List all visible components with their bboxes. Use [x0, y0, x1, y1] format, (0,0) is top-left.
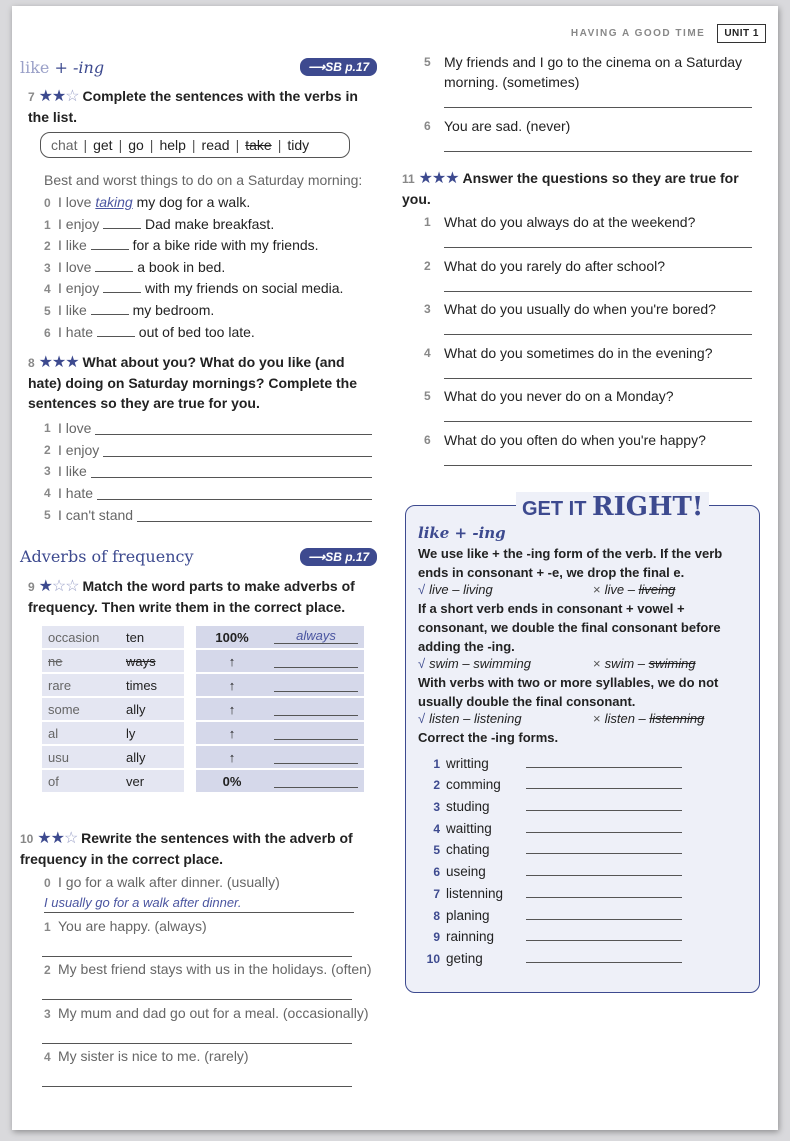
item-number: 3	[424, 302, 431, 316]
rule-3: With verbs with two or more syllables, we do not usually double the final consonant.	[418, 675, 719, 709]
word-separator: |	[83, 137, 88, 153]
instruction-text: What about you? What do you like (and hate) doing on Saturday mornings? Complete the sentences so they are true for you.	[28, 354, 358, 411]
difficulty-stars-icon: ★★★	[38, 354, 79, 371]
answer-line[interactable]	[444, 92, 752, 108]
table-gap	[184, 698, 196, 720]
correction-task: Correct the -ing forms.	[418, 730, 559, 745]
tick-icon: √	[418, 582, 426, 597]
answer-line[interactable]	[274, 750, 358, 764]
item-number: 4	[424, 345, 431, 360]
answer-blank[interactable]	[91, 238, 129, 250]
answer-line[interactable]	[526, 908, 682, 920]
item-text: I love	[58, 419, 92, 436]
answer-line[interactable]	[526, 864, 682, 876]
item-number: 1	[44, 420, 51, 435]
table-row	[42, 674, 364, 696]
word-option: help	[159, 137, 186, 153]
instruction-text: Answer the questions so they are true for you.	[402, 170, 739, 207]
word-separator: |	[149, 137, 154, 153]
misspelled-word: writting	[446, 755, 489, 771]
item-text: I enjoy	[58, 441, 100, 458]
answer-line[interactable]	[274, 774, 358, 788]
exercise-item	[424, 256, 754, 300]
table-row	[42, 626, 364, 648]
wrong-example: swiming	[648, 656, 696, 671]
answer-cell[interactable]	[268, 698, 364, 720]
item-prefix: I enjoy	[58, 215, 104, 232]
item-text: My sister is nice to me. (rarely)	[58, 1048, 249, 1064]
table-gap	[184, 746, 196, 768]
item-prompt	[424, 256, 754, 276]
answer-line[interactable]	[526, 799, 682, 811]
word-part-b: ally	[120, 698, 184, 720]
exercise-8-items	[44, 416, 372, 525]
answer-line[interactable]	[91, 464, 372, 478]
word-list-box	[40, 132, 350, 158]
answer-line[interactable]	[274, 678, 358, 692]
tick-icon: √	[418, 656, 426, 671]
word-part-a: of	[42, 770, 120, 792]
answer-line[interactable]	[444, 450, 752, 466]
item-number: 4	[433, 821, 440, 836]
sb-reference-badge[interactable]: ⟶SB p.17	[300, 58, 377, 76]
misspelled-word: chating	[446, 842, 490, 858]
exercise-11-instruction	[402, 168, 752, 209]
get-it-right-box	[405, 492, 760, 993]
word-part-b: ver	[120, 770, 184, 792]
item-number: 2	[44, 442, 51, 457]
answer-blank[interactable]	[103, 217, 141, 229]
get-it-right-title	[516, 492, 709, 522]
item-text: My friends and I go to the cinema on a Saturday morning. (sometimes)	[444, 54, 743, 90]
item-text: What do you often do when you're happy?	[444, 431, 706, 448]
word-option: read	[201, 137, 230, 153]
correct-example: listen – listening	[429, 711, 522, 726]
item-prompt	[44, 1046, 374, 1067]
table-gap	[184, 770, 196, 792]
difficulty-stars-icon: ★★★	[418, 170, 459, 187]
answer-cell[interactable]	[268, 674, 364, 696]
item-prefix: I love	[58, 258, 96, 275]
tick-icon: √	[418, 711, 426, 726]
instruction-text: Rewrite the sentences with the adverb of frequency in the correct place.	[20, 830, 353, 867]
table-row	[42, 698, 364, 720]
answer-line[interactable]	[444, 406, 752, 422]
correction-items	[418, 749, 752, 966]
item-suffix: my bedroom.	[128, 301, 215, 318]
item-number: 10	[426, 951, 440, 966]
section-title-like: like	[20, 58, 50, 77]
answer-line[interactable]	[103, 443, 372, 457]
exercise-item	[44, 1003, 374, 1047]
item-prompt	[44, 872, 374, 893]
item-number: 6	[424, 432, 431, 447]
answer-line[interactable]	[444, 319, 752, 335]
answer-line[interactable]	[444, 363, 752, 379]
answer-blank[interactable]	[97, 325, 135, 337]
exercise-item	[44, 322, 384, 344]
unit-badge: UNIT 1	[717, 24, 766, 43]
item-number: 6	[424, 119, 431, 133]
item-text: What do you rarely do after school?	[444, 257, 666, 274]
item-number: 4	[44, 1050, 51, 1064]
exercise-7-instruction	[28, 86, 378, 127]
correction-item	[418, 836, 752, 858]
word-separator: |	[277, 137, 282, 153]
word-option: tidy	[287, 137, 310, 153]
exercise-item	[424, 386, 754, 430]
frequency-scale: 0%	[196, 770, 268, 792]
word-part-a: ne	[42, 650, 120, 672]
answer-line[interactable]	[526, 929, 682, 941]
correction-item	[418, 771, 752, 793]
item-number: 3	[44, 260, 51, 275]
answer-line[interactable]	[42, 1069, 352, 1087]
frequency-scale: ↑	[196, 722, 268, 744]
item-number: 4	[44, 282, 51, 297]
item-prompt	[424, 430, 754, 450]
item-number: 1	[44, 217, 51, 232]
item-prefix: I love	[58, 194, 96, 210]
item-number: 2	[44, 963, 51, 977]
exercise-item	[424, 52, 754, 116]
wrong-example: listenning	[649, 711, 705, 726]
exercise-item	[44, 1046, 374, 1090]
misspelled-word: waitting	[446, 820, 492, 836]
exercise-item	[44, 300, 384, 322]
workbook-page	[12, 6, 778, 1130]
item-number: 5	[44, 303, 51, 318]
answer-cell[interactable]	[268, 746, 364, 768]
answer-line[interactable]: always	[274, 630, 358, 644]
word-option: take	[245, 137, 272, 153]
item-suffix: with my friends on social media.	[141, 280, 344, 297]
wrong-example-base: swim –	[604, 656, 649, 671]
word-option: chat	[51, 137, 78, 153]
item-text: I go for a walk after dinner. (usually)	[58, 874, 280, 890]
word-part-b: ally	[120, 746, 184, 768]
word-part-a: occasion	[42, 626, 120, 648]
item-number: 2	[433, 778, 440, 793]
exercise-item	[44, 959, 374, 1003]
exercise-10-continued	[424, 52, 754, 162]
misspelled-word: rainning	[446, 929, 495, 945]
item-suffix: my dog for a walk.	[132, 194, 251, 210]
item-text: I like	[58, 463, 87, 480]
item-suffix: a book in bed.	[133, 258, 226, 275]
item-prompt	[44, 959, 374, 980]
exercise-item	[44, 481, 372, 503]
get-it-right-content	[418, 524, 752, 966]
correction-item	[418, 814, 752, 836]
answer-cell[interactable]	[268, 722, 364, 744]
exercise-item	[44, 278, 384, 300]
answer-line[interactable]	[97, 486, 372, 500]
item-number: 6	[44, 325, 51, 340]
exercise-9-instruction	[28, 576, 378, 617]
word-parts-table	[42, 624, 364, 794]
exercise-item	[424, 299, 754, 343]
table-gap	[184, 626, 196, 648]
exercise-item	[44, 438, 372, 460]
answer-line[interactable]	[42, 982, 352, 1000]
cross-icon: ×	[593, 656, 601, 671]
item-prompt	[424, 343, 754, 363]
word-option: get	[93, 137, 113, 153]
frequency-scale: 100%	[196, 626, 268, 648]
exercise-number: 7	[28, 90, 35, 104]
wrong-example-base: live –	[604, 582, 639, 597]
section-title-ing: + -ing	[49, 58, 105, 77]
exercise-number: 9	[28, 580, 35, 594]
exercise-10-instruction	[20, 828, 380, 869]
exercise-8-instruction	[28, 352, 378, 413]
answer-line[interactable]	[95, 421, 372, 435]
item-prefix: I enjoy	[58, 280, 104, 297]
item-suffix: for a bike ride with my friends.	[128, 237, 319, 254]
item-number: 1	[433, 756, 440, 771]
correction-item	[418, 944, 752, 966]
item-prompt	[424, 52, 754, 92]
answer-blank[interactable]	[91, 303, 129, 315]
item-number: 4	[44, 486, 51, 501]
item-number: 1	[44, 919, 51, 934]
answer-cell[interactable]	[268, 770, 364, 792]
instruction-text: Complete the sentences with the verbs in the list.	[28, 88, 358, 125]
misspelled-word: studing	[446, 799, 490, 815]
word-separator: |	[118, 137, 123, 153]
item-prefix: I like	[58, 237, 91, 254]
item-number: 7	[433, 886, 440, 901]
item-number: 5	[433, 843, 440, 858]
frequency-scale: ↑	[196, 698, 268, 720]
rule-2: If a short verb ends in consonant + vowel + consonant, we double the final consonant before adding the -ing.	[418, 601, 721, 654]
difficulty-stars-icon: ★★☆	[38, 88, 79, 105]
answer-line[interactable]	[274, 726, 358, 740]
word-separator: |	[191, 137, 196, 153]
correction-item	[418, 901, 752, 923]
exercise-item	[44, 192, 384, 214]
frequency-scale: ↑	[196, 674, 268, 696]
answer-line[interactable]	[137, 508, 372, 522]
item-number: 5	[424, 389, 431, 403]
word-part-a: al	[42, 722, 120, 744]
title-right: RIGHT!	[592, 492, 704, 522]
section-title-adverbs: Adverbs of frequency	[20, 547, 194, 566]
table-row	[42, 770, 364, 792]
word-separator: |	[235, 137, 240, 153]
item-number: 0	[44, 196, 51, 210]
item-number: 0	[44, 876, 51, 890]
exercise-7-items	[44, 192, 384, 343]
table-row	[42, 722, 364, 744]
item-suffix: Dad make breakfast.	[141, 215, 275, 232]
misspelled-word: planing	[446, 907, 490, 923]
answer-line[interactable]	[42, 939, 352, 957]
answer-line[interactable]	[444, 276, 752, 292]
item-number: 8	[433, 908, 440, 923]
correction-item	[418, 879, 752, 901]
item-prompt	[424, 116, 754, 136]
item-text: What do you sometimes do in the evening?	[444, 344, 713, 361]
exercise-item	[44, 916, 374, 960]
exercise-number: 10	[20, 832, 34, 846]
item-text: What do you never do on a Monday?	[444, 388, 674, 404]
word-part-a: usu	[42, 746, 120, 768]
example-3	[418, 711, 752, 726]
item-number: 1	[424, 215, 431, 229]
item-number: 9	[433, 930, 440, 945]
item-text: My best friend stays with us in the holidays. (often)	[58, 961, 372, 977]
item-text: You are sad. (never)	[444, 118, 571, 134]
instruction-text: Match the word parts to make adverbs of frequency. Then write them in the correct place.	[28, 578, 355, 615]
table-gap	[184, 722, 196, 744]
wrong-example-base: listen –	[604, 711, 650, 726]
item-prompt	[44, 916, 374, 937]
item-text: You are happy. (always)	[58, 917, 207, 934]
item-number: 3	[44, 464, 51, 479]
answer-line[interactable]	[526, 821, 682, 833]
item-number: 3	[433, 800, 440, 815]
difficulty-stars-icon: ★☆☆	[38, 578, 79, 595]
correction-item	[418, 857, 752, 879]
exercise-item	[44, 503, 372, 525]
frequency-scale: ↑	[196, 650, 268, 672]
page-header	[571, 24, 766, 43]
sb-reference-badge[interactable]: ⟶SB p.17	[300, 548, 377, 566]
exercise-item	[44, 235, 384, 257]
answer-cell[interactable]	[268, 650, 364, 672]
item-text: I can't stand	[58, 506, 134, 523]
word-part-a: some	[42, 698, 120, 720]
item-prompt	[424, 299, 754, 319]
exercise-number: 8	[28, 356, 35, 370]
item-text: I hate	[58, 485, 94, 502]
item-number: 5	[424, 55, 431, 69]
exercise-item	[424, 430, 754, 474]
correct-example: live – living	[429, 582, 493, 597]
exercise-7-intro: Best and worst things to do on a Saturday morning:	[44, 172, 363, 188]
item-prompt	[44, 1003, 374, 1024]
word-part-b: ly	[120, 722, 184, 744]
answer-line[interactable]	[274, 654, 358, 668]
example-1	[418, 582, 752, 597]
exercise-item	[44, 416, 372, 438]
cross-icon: ×	[593, 582, 601, 597]
item-prompt	[424, 212, 754, 232]
answer-blank[interactable]: taking	[95, 194, 133, 210]
correct-example: swim – swimming	[429, 656, 531, 671]
answer-blank[interactable]	[103, 281, 141, 293]
table-row	[42, 746, 364, 768]
misspelled-word: listenning	[446, 885, 504, 901]
answer-line[interactable]	[526, 756, 682, 768]
title-get-it: GET IT	[522, 498, 587, 520]
item-number: 2	[44, 239, 51, 254]
exercise-item	[44, 257, 384, 279]
word-parts-table-wrap	[42, 624, 364, 794]
answer-line[interactable]	[444, 232, 752, 248]
word-part-b: times	[120, 674, 184, 696]
answer-cell[interactable]	[268, 626, 364, 648]
answer-line[interactable]	[526, 842, 682, 854]
misspelled-word: useing	[446, 864, 486, 880]
exercise-10-items	[44, 872, 374, 1090]
difficulty-stars-icon: ★★☆	[37, 830, 78, 847]
item-text: What do you always do at the weekend?	[444, 214, 696, 230]
item-suffix: out of bed too late.	[134, 323, 255, 340]
example-2	[418, 656, 752, 671]
answer-line[interactable]	[444, 136, 752, 152]
item-number: 3	[44, 1006, 51, 1021]
table-row	[42, 650, 364, 672]
section-title-like-ing	[20, 58, 104, 77]
exercise-item	[424, 212, 754, 256]
answer-line[interactable]	[42, 1026, 352, 1044]
get-it-right-subtitle: like + -ing	[418, 524, 506, 542]
exercise-item	[44, 460, 372, 482]
rule-1: We use like + the -ing form of the verb. If the verb ends in consonant + -e, we drop the final e.	[418, 546, 723, 580]
exercise-number: 11	[402, 172, 415, 186]
answer-blank[interactable]	[95, 260, 133, 272]
item-number: 6	[433, 865, 440, 880]
word-part-b: ten	[120, 626, 184, 648]
header-title: HAVING A GOOD TIME	[570, 28, 706, 39]
item-prompt	[424, 386, 754, 406]
table-gap	[184, 674, 196, 696]
word-part-a: rare	[42, 674, 120, 696]
wrong-example: liveing	[638, 582, 676, 597]
answer-line[interactable]: I usually go for a walk after dinner.	[44, 895, 354, 913]
exercise-item	[424, 116, 754, 162]
correction-item	[418, 792, 752, 814]
correction-item	[418, 923, 752, 945]
item-prefix: I hate	[58, 323, 97, 340]
item-text: My mum and dad go out for a meal. (occasionally)	[58, 1004, 369, 1021]
answer-line[interactable]	[526, 886, 682, 898]
exercise-11-items	[424, 212, 754, 473]
item-number: 5	[44, 507, 51, 522]
exercise-item	[44, 872, 374, 916]
exercise-item	[44, 214, 384, 236]
table-gap	[184, 650, 196, 672]
answer-line[interactable]	[526, 951, 682, 963]
exercise-item	[424, 343, 754, 387]
item-text: What do you usually do when you're bored?	[444, 301, 716, 317]
item-number: 2	[424, 258, 431, 273]
word-part-b: ways	[120, 650, 184, 672]
misspelled-word: comming	[446, 777, 501, 793]
answer-line[interactable]	[526, 777, 682, 789]
frequency-scale: ↑	[196, 746, 268, 768]
answer-line[interactable]	[274, 702, 358, 716]
item-prefix: I like	[58, 301, 91, 318]
misspelled-word: geting	[446, 950, 483, 966]
correction-item	[418, 749, 752, 771]
word-option: go	[128, 137, 144, 153]
cross-icon: ×	[593, 711, 601, 726]
